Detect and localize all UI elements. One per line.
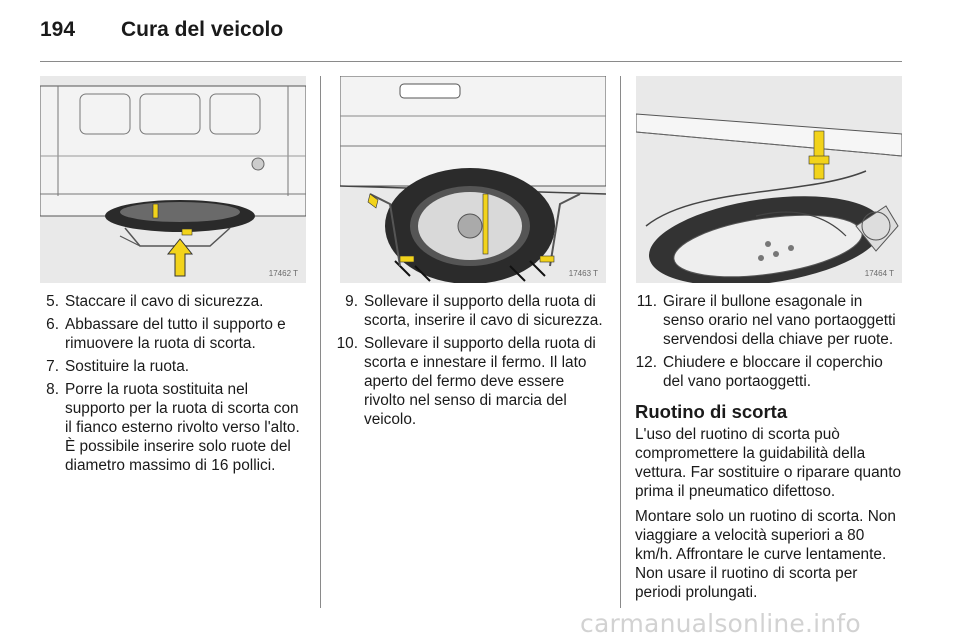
figure-spare-wheel-raising (340, 76, 606, 283)
step-6 (45, 315, 303, 353)
step-number: 12. (635, 354, 657, 371)
figure-spare-wheel-lowering (40, 76, 306, 283)
header-divider (40, 61, 902, 62)
step-text: Sostituire la ruota. (65, 358, 190, 375)
step-text: Sollevare il supporto della ruota di scorta e innestare il fermo. Il lato aperto del fermo deve essere rivolto nel senso di marcia del veicolo. (364, 335, 596, 428)
column-divider-2 (620, 76, 621, 608)
page-title: Cura del veicolo (121, 18, 284, 41)
step-text: Girare il bullone esagonale in senso orario nel vano portaoggetti servendosi della chiave per ruote. (663, 293, 896, 348)
step-number: 5. (46, 293, 59, 310)
column-3-text (635, 292, 903, 608)
figure-code: 17462 T (268, 269, 298, 278)
figure-code: 17463 T (568, 269, 598, 278)
spare-wheel-cable-hex-bolt-icon (636, 76, 902, 283)
step-9 (335, 292, 605, 330)
paragraph: Montare solo un ruotino di scorta. Non viaggiare a velocità superiori a 80 km/h. Affrontare le curve lentamente. Non usare il ruotino di scorta per periodi prolungati. (635, 508, 896, 601)
step-10 (335, 334, 605, 429)
step-number: 11. (636, 293, 657, 310)
step-number: 6. (46, 316, 59, 333)
step-text: Abbassare del tutto il supporto e rimuovere la ruota di scorta. (65, 316, 286, 352)
section-heading: Ruotino di scorta (635, 401, 788, 422)
figure-code: 17464 T (864, 269, 894, 278)
page-number: 194 (40, 18, 76, 41)
paragraph: L'uso del ruotino di scorta può compromettere la guidabilità della vettura. Far sostituire o riparare quanto prima il pneumatico difettoso. (635, 426, 902, 500)
step-8 (45, 380, 303, 475)
step-11 (635, 292, 903, 349)
step-text: Chiudere e bloccare il coperchio del vano portaoggetti. (663, 354, 883, 390)
column-divider-1 (320, 76, 321, 608)
step-number: 9. (345, 293, 358, 310)
step-number: 7. (46, 358, 59, 375)
spare-wheel-support-raised-icon (340, 76, 606, 283)
spare-wheel-under-car-arrow-icon (40, 76, 306, 283)
step-text: Sollevare il supporto della ruota di scorta, inserire il cavo di sicurezza. (364, 293, 603, 329)
step-12 (635, 353, 903, 391)
step-number: 8. (46, 381, 59, 398)
column-1-text (45, 292, 303, 479)
step-7 (45, 357, 303, 376)
step-5 (45, 292, 303, 311)
watermark: carmanualsonline.info (580, 609, 861, 638)
step-number: 10. (336, 335, 358, 352)
column-2-text (335, 292, 605, 433)
step-text: Porre la ruota sostituita nel supporto per la ruota di scorta con il fianco esterno rivolto verso l'alto. È possibile inserire solo ruote del diametro massimo di 16 pollici. (65, 381, 300, 474)
figure-spare-wheel-bolt (636, 76, 902, 283)
step-text: Staccare il cavo di sicurezza. (65, 293, 264, 310)
